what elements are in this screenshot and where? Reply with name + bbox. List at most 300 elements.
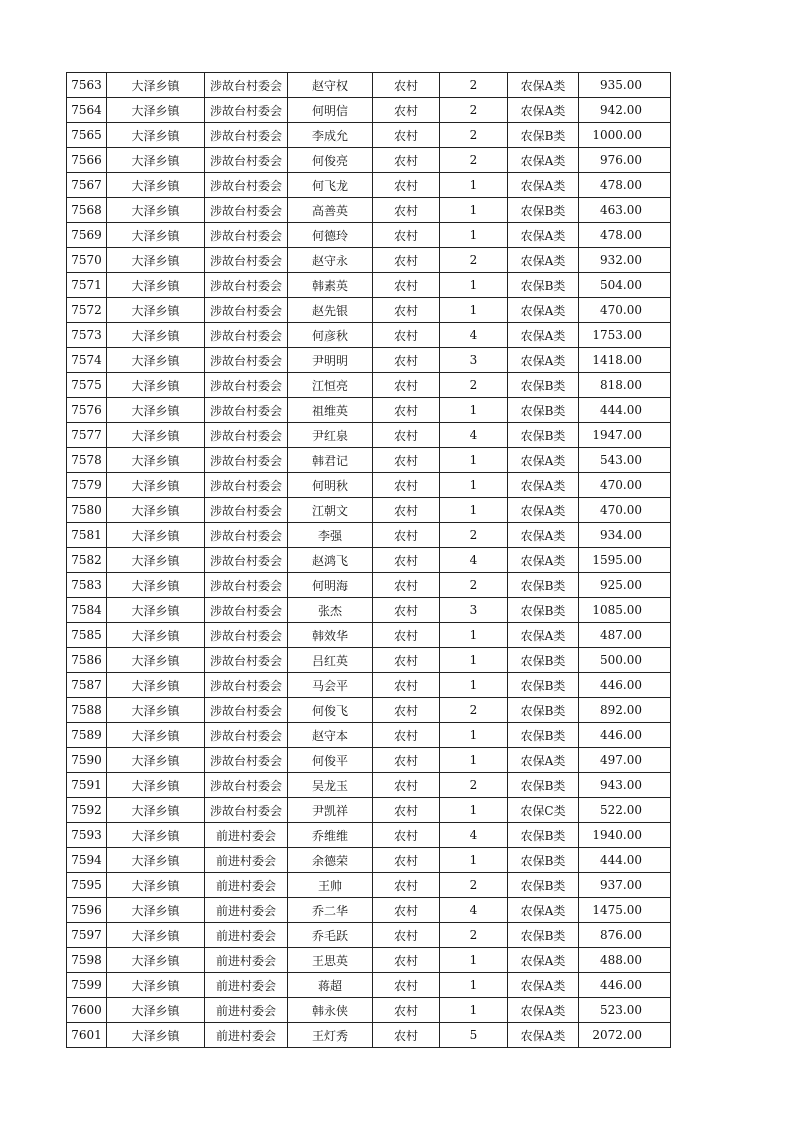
village-committee-cell: 前进村委会 — [205, 923, 288, 948]
row-number: 7582 — [67, 548, 107, 573]
member-count-cell: 2 — [440, 73, 508, 98]
household-type-cell: 农村 — [373, 698, 440, 723]
insurance-class-cell: 农保A类 — [508, 623, 579, 648]
row-number: 7601 — [67, 1023, 107, 1048]
records-table — [66, 72, 671, 1048]
member-count-cell: 3 — [440, 598, 508, 623]
insurance-class-cell: 农保A类 — [508, 548, 579, 573]
row-number: 7563 — [67, 73, 107, 98]
row-number: 7579 — [67, 473, 107, 498]
member-count-cell: 1 — [440, 723, 508, 748]
village-committee-cell: 涉故台村委会 — [205, 523, 288, 548]
township-cell: 大泽乡镇 — [107, 423, 205, 448]
name-cell: 韩永侠 — [288, 998, 373, 1023]
amount-cell: 470.00 — [579, 498, 671, 523]
village-committee-cell: 前进村委会 — [205, 1023, 288, 1048]
name-cell: 王帅 — [288, 873, 373, 898]
row-number: 7575 — [67, 373, 107, 398]
row-number: 7592 — [67, 798, 107, 823]
amount-cell: 1753.00 — [579, 323, 671, 348]
row-number: 7597 — [67, 923, 107, 948]
township-cell: 大泽乡镇 — [107, 623, 205, 648]
table-row — [67, 623, 671, 648]
township-cell: 大泽乡镇 — [107, 498, 205, 523]
name-cell: 吴龙玉 — [288, 773, 373, 798]
row-number: 7585 — [67, 623, 107, 648]
amount-cell: 818.00 — [579, 373, 671, 398]
village-committee-cell: 涉故台村委会 — [205, 723, 288, 748]
township-cell: 大泽乡镇 — [107, 1023, 205, 1048]
row-number: 7570 — [67, 248, 107, 273]
table-row — [67, 298, 671, 323]
village-committee-cell: 涉故台村委会 — [205, 748, 288, 773]
member-count-cell: 1 — [440, 998, 508, 1023]
member-count-cell: 1 — [440, 398, 508, 423]
amount-cell: 470.00 — [579, 298, 671, 323]
township-cell: 大泽乡镇 — [107, 523, 205, 548]
township-cell: 大泽乡镇 — [107, 748, 205, 773]
amount-cell: 444.00 — [579, 398, 671, 423]
insurance-class-cell: 农保A类 — [508, 498, 579, 523]
row-number: 7569 — [67, 223, 107, 248]
member-count-cell: 2 — [440, 523, 508, 548]
household-type-cell: 农村 — [373, 748, 440, 773]
name-cell: 何俊飞 — [288, 698, 373, 723]
village-committee-cell: 涉故台村委会 — [205, 698, 288, 723]
member-count-cell: 2 — [440, 123, 508, 148]
insurance-class-cell: 农保B类 — [508, 398, 579, 423]
amount-cell: 1475.00 — [579, 898, 671, 923]
household-type-cell: 农村 — [373, 73, 440, 98]
insurance-class-cell: 农保A类 — [508, 973, 579, 998]
name-cell: 尹明明 — [288, 348, 373, 373]
name-cell: 江朝文 — [288, 498, 373, 523]
table-row — [67, 973, 671, 998]
name-cell: 尹凯祥 — [288, 798, 373, 823]
household-type-cell: 农村 — [373, 673, 440, 698]
member-count-cell: 2 — [440, 148, 508, 173]
insurance-class-cell: 农保A类 — [508, 173, 579, 198]
row-number: 7565 — [67, 123, 107, 148]
household-type-cell: 农村 — [373, 898, 440, 923]
name-cell: 赵守本 — [288, 723, 373, 748]
row-number: 7586 — [67, 648, 107, 673]
village-committee-cell: 涉故台村委会 — [205, 548, 288, 573]
amount-cell: 543.00 — [579, 448, 671, 473]
insurance-class-cell: 农保B类 — [508, 123, 579, 148]
name-cell: 韩君记 — [288, 448, 373, 473]
township-cell: 大泽乡镇 — [107, 448, 205, 473]
village-committee-cell: 涉故台村委会 — [205, 198, 288, 223]
village-committee-cell: 涉故台村委会 — [205, 498, 288, 523]
township-cell: 大泽乡镇 — [107, 873, 205, 898]
name-cell: 韩素英 — [288, 273, 373, 298]
household-type-cell: 农村 — [373, 198, 440, 223]
amount-cell: 478.00 — [579, 173, 671, 198]
table-row — [67, 648, 671, 673]
township-cell: 大泽乡镇 — [107, 248, 205, 273]
table-row — [67, 1023, 671, 1048]
household-type-cell: 农村 — [373, 823, 440, 848]
insurance-class-cell: 农保B类 — [508, 573, 579, 598]
insurance-class-cell: 农保A类 — [508, 223, 579, 248]
insurance-class-cell: 农保A类 — [508, 473, 579, 498]
township-cell: 大泽乡镇 — [107, 798, 205, 823]
household-type-cell: 农村 — [373, 773, 440, 798]
amount-cell: 1940.00 — [579, 823, 671, 848]
table-row — [67, 773, 671, 798]
village-committee-cell: 涉故台村委会 — [205, 423, 288, 448]
township-cell: 大泽乡镇 — [107, 198, 205, 223]
village-committee-cell: 前进村委会 — [205, 873, 288, 898]
household-type-cell: 农村 — [373, 98, 440, 123]
row-number: 7595 — [67, 873, 107, 898]
member-count-cell: 4 — [440, 423, 508, 448]
township-cell: 大泽乡镇 — [107, 398, 205, 423]
household-type-cell: 农村 — [373, 123, 440, 148]
village-committee-cell: 涉故台村委会 — [205, 123, 288, 148]
household-type-cell: 农村 — [373, 273, 440, 298]
amount-cell: 488.00 — [579, 948, 671, 973]
household-type-cell: 农村 — [373, 648, 440, 673]
member-count-cell: 1 — [440, 448, 508, 473]
name-cell: 高善英 — [288, 198, 373, 223]
township-cell: 大泽乡镇 — [107, 698, 205, 723]
insurance-class-cell: 农保A类 — [508, 148, 579, 173]
row-number: 7588 — [67, 698, 107, 723]
name-cell: 赵先银 — [288, 298, 373, 323]
township-cell: 大泽乡镇 — [107, 648, 205, 673]
insurance-class-cell: 农保A类 — [508, 323, 579, 348]
insurance-class-cell: 农保B类 — [508, 198, 579, 223]
amount-cell: 1000.00 — [579, 123, 671, 148]
table-row — [67, 873, 671, 898]
name-cell: 乔二华 — [288, 898, 373, 923]
member-count-cell: 4 — [440, 323, 508, 348]
name-cell: 蒋超 — [288, 973, 373, 998]
village-committee-cell: 涉故台村委会 — [205, 273, 288, 298]
row-number: 7598 — [67, 948, 107, 973]
member-count-cell: 1 — [440, 198, 508, 223]
village-committee-cell: 涉故台村委会 — [205, 598, 288, 623]
row-number: 7576 — [67, 398, 107, 423]
village-committee-cell: 前进村委会 — [205, 973, 288, 998]
insurance-class-cell: 农保A类 — [508, 948, 579, 973]
table-row — [67, 923, 671, 948]
name-cell: 赵守权 — [288, 73, 373, 98]
household-type-cell: 农村 — [373, 598, 440, 623]
township-cell: 大泽乡镇 — [107, 723, 205, 748]
table-row — [67, 148, 671, 173]
table-row — [67, 673, 671, 698]
insurance-class-cell: 农保B类 — [508, 273, 579, 298]
household-type-cell: 农村 — [373, 473, 440, 498]
household-type-cell: 农村 — [373, 298, 440, 323]
amount-cell: 942.00 — [579, 98, 671, 123]
insurance-class-cell: 农保B类 — [508, 423, 579, 448]
table-row — [67, 273, 671, 298]
village-committee-cell: 涉故台村委会 — [205, 623, 288, 648]
village-committee-cell: 涉故台村委会 — [205, 398, 288, 423]
row-number: 7580 — [67, 498, 107, 523]
household-type-cell: 农村 — [373, 523, 440, 548]
member-count-cell: 4 — [440, 898, 508, 923]
table-row — [67, 823, 671, 848]
table-row — [67, 223, 671, 248]
township-cell: 大泽乡镇 — [107, 348, 205, 373]
table-row — [67, 948, 671, 973]
records-table-body — [67, 73, 671, 1048]
member-count-cell: 1 — [440, 273, 508, 298]
row-number: 7600 — [67, 998, 107, 1023]
amount-cell: 876.00 — [579, 923, 671, 948]
township-cell: 大泽乡镇 — [107, 273, 205, 298]
household-type-cell: 农村 — [373, 1023, 440, 1048]
village-committee-cell: 涉故台村委会 — [205, 798, 288, 823]
row-number: 7583 — [67, 573, 107, 598]
name-cell: 何俊亮 — [288, 148, 373, 173]
township-cell: 大泽乡镇 — [107, 973, 205, 998]
amount-cell: 504.00 — [579, 273, 671, 298]
name-cell: 何明秋 — [288, 473, 373, 498]
row-number: 7566 — [67, 148, 107, 173]
insurance-class-cell: 农保A类 — [508, 748, 579, 773]
name-cell: 祖维英 — [288, 398, 373, 423]
member-count-cell: 1 — [440, 473, 508, 498]
township-cell: 大泽乡镇 — [107, 473, 205, 498]
name-cell: 王思英 — [288, 948, 373, 973]
township-cell: 大泽乡镇 — [107, 98, 205, 123]
village-committee-cell: 涉故台村委会 — [205, 323, 288, 348]
village-committee-cell: 前进村委会 — [205, 898, 288, 923]
township-cell: 大泽乡镇 — [107, 998, 205, 1023]
insurance-class-cell: 农保B类 — [508, 923, 579, 948]
row-number: 7587 — [67, 673, 107, 698]
household-type-cell: 农村 — [373, 148, 440, 173]
amount-cell: 523.00 — [579, 998, 671, 1023]
name-cell: 李成允 — [288, 123, 373, 148]
table-row — [67, 698, 671, 723]
table-row — [67, 723, 671, 748]
township-cell: 大泽乡镇 — [107, 73, 205, 98]
household-type-cell: 农村 — [373, 723, 440, 748]
row-number: 7577 — [67, 423, 107, 448]
amount-cell: 463.00 — [579, 198, 671, 223]
name-cell: 李强 — [288, 523, 373, 548]
amount-cell: 925.00 — [579, 573, 671, 598]
row-number: 7564 — [67, 98, 107, 123]
insurance-class-cell: 农保B类 — [508, 698, 579, 723]
member-count-cell: 1 — [440, 748, 508, 773]
member-count-cell: 1 — [440, 948, 508, 973]
table-row — [67, 248, 671, 273]
township-cell: 大泽乡镇 — [107, 223, 205, 248]
village-committee-cell: 涉故台村委会 — [205, 648, 288, 673]
village-committee-cell: 涉故台村委会 — [205, 98, 288, 123]
amount-cell: 943.00 — [579, 773, 671, 798]
name-cell: 王灯秀 — [288, 1023, 373, 1048]
household-type-cell: 农村 — [373, 248, 440, 273]
member-count-cell: 2 — [440, 248, 508, 273]
name-cell: 乔维维 — [288, 823, 373, 848]
insurance-class-cell: 农保A类 — [508, 448, 579, 473]
row-number: 7590 — [67, 748, 107, 773]
amount-cell: 446.00 — [579, 723, 671, 748]
table-row — [67, 198, 671, 223]
household-type-cell: 农村 — [373, 498, 440, 523]
amount-cell: 1595.00 — [579, 548, 671, 573]
village-committee-cell: 涉故台村委会 — [205, 448, 288, 473]
name-cell: 马会平 — [288, 673, 373, 698]
member-count-cell: 1 — [440, 173, 508, 198]
amount-cell: 446.00 — [579, 973, 671, 998]
amount-cell: 1947.00 — [579, 423, 671, 448]
village-committee-cell: 前进村委会 — [205, 998, 288, 1023]
name-cell: 何飞龙 — [288, 173, 373, 198]
member-count-cell: 1 — [440, 223, 508, 248]
township-cell: 大泽乡镇 — [107, 848, 205, 873]
township-cell: 大泽乡镇 — [107, 148, 205, 173]
row-number: 7578 — [67, 448, 107, 473]
amount-cell: 892.00 — [579, 698, 671, 723]
household-type-cell: 农村 — [373, 873, 440, 898]
household-type-cell: 农村 — [373, 223, 440, 248]
household-type-cell: 农村 — [373, 348, 440, 373]
table-row — [67, 898, 671, 923]
member-count-cell: 1 — [440, 673, 508, 698]
table-row — [67, 498, 671, 523]
table-row — [67, 398, 671, 423]
household-type-cell: 农村 — [373, 623, 440, 648]
insurance-class-cell: 农保B类 — [508, 598, 579, 623]
village-committee-cell: 涉故台村委会 — [205, 73, 288, 98]
township-cell: 大泽乡镇 — [107, 948, 205, 973]
household-type-cell: 农村 — [373, 923, 440, 948]
name-cell: 韩效华 — [288, 623, 373, 648]
household-type-cell: 农村 — [373, 948, 440, 973]
name-cell: 何俊平 — [288, 748, 373, 773]
member-count-cell: 2 — [440, 373, 508, 398]
table-row — [67, 348, 671, 373]
name-cell: 何德玲 — [288, 223, 373, 248]
household-type-cell: 农村 — [373, 398, 440, 423]
row-number: 7567 — [67, 173, 107, 198]
insurance-class-cell: 农保B类 — [508, 648, 579, 673]
name-cell: 何彦秋 — [288, 323, 373, 348]
insurance-class-cell: 农保B类 — [508, 773, 579, 798]
table-row — [67, 573, 671, 598]
member-count-cell: 2 — [440, 873, 508, 898]
insurance-class-cell: 农保A类 — [508, 248, 579, 273]
amount-cell: 976.00 — [579, 148, 671, 173]
insurance-class-cell: 农保A类 — [508, 298, 579, 323]
amount-cell: 470.00 — [579, 473, 671, 498]
amount-cell: 446.00 — [579, 673, 671, 698]
table-row — [67, 473, 671, 498]
table-row — [67, 323, 671, 348]
insurance-class-cell: 农保A类 — [508, 98, 579, 123]
township-cell: 大泽乡镇 — [107, 548, 205, 573]
table-row — [67, 98, 671, 123]
household-type-cell: 农村 — [373, 373, 440, 398]
member-count-cell: 2 — [440, 773, 508, 798]
table-row — [67, 998, 671, 1023]
name-cell: 赵守永 — [288, 248, 373, 273]
insurance-class-cell: 农保A类 — [508, 73, 579, 98]
insurance-class-cell: 农保A类 — [508, 898, 579, 923]
village-committee-cell: 涉故台村委会 — [205, 473, 288, 498]
name-cell: 何明海 — [288, 573, 373, 598]
table-row — [67, 523, 671, 548]
member-count-cell: 2 — [440, 923, 508, 948]
village-committee-cell: 前进村委会 — [205, 848, 288, 873]
row-number: 7594 — [67, 848, 107, 873]
member-count-cell: 1 — [440, 973, 508, 998]
household-type-cell: 农村 — [373, 448, 440, 473]
table-row — [67, 73, 671, 98]
name-cell: 吕红英 — [288, 648, 373, 673]
member-count-cell: 1 — [440, 648, 508, 673]
table-row — [67, 373, 671, 398]
insurance-class-cell: 农保A类 — [508, 523, 579, 548]
insurance-class-cell: 农保B类 — [508, 873, 579, 898]
member-count-cell: 3 — [440, 348, 508, 373]
village-committee-cell: 涉故台村委会 — [205, 173, 288, 198]
amount-cell: 500.00 — [579, 648, 671, 673]
household-type-cell: 农村 — [373, 973, 440, 998]
household-type-cell: 农村 — [373, 573, 440, 598]
amount-cell: 935.00 — [579, 73, 671, 98]
table-row — [67, 423, 671, 448]
household-type-cell: 农村 — [373, 998, 440, 1023]
name-cell: 江恒亮 — [288, 373, 373, 398]
amount-cell: 478.00 — [579, 223, 671, 248]
row-number: 7572 — [67, 298, 107, 323]
name-cell: 赵鸿飞 — [288, 548, 373, 573]
member-count-cell: 1 — [440, 298, 508, 323]
table-row — [67, 548, 671, 573]
insurance-class-cell: 农保B类 — [508, 673, 579, 698]
member-count-cell: 4 — [440, 823, 508, 848]
row-number: 7593 — [67, 823, 107, 848]
township-cell: 大泽乡镇 — [107, 573, 205, 598]
village-committee-cell: 前进村委会 — [205, 823, 288, 848]
amount-cell: 937.00 — [579, 873, 671, 898]
member-count-cell: 2 — [440, 573, 508, 598]
member-count-cell: 5 — [440, 1023, 508, 1048]
township-cell: 大泽乡镇 — [107, 598, 205, 623]
household-type-cell: 农村 — [373, 173, 440, 198]
table-row — [67, 798, 671, 823]
table-row — [67, 448, 671, 473]
village-committee-cell: 涉故台村委会 — [205, 298, 288, 323]
insurance-class-cell: 农保B类 — [508, 848, 579, 873]
household-type-cell: 农村 — [373, 848, 440, 873]
row-number: 7599 — [67, 973, 107, 998]
township-cell: 大泽乡镇 — [107, 373, 205, 398]
amount-cell: 2072.00 — [579, 1023, 671, 1048]
row-number: 7589 — [67, 723, 107, 748]
village-committee-cell: 涉故台村委会 — [205, 573, 288, 598]
row-number: 7591 — [67, 773, 107, 798]
row-number: 7573 — [67, 323, 107, 348]
insurance-class-cell: 农保B类 — [508, 373, 579, 398]
name-cell: 尹红泉 — [288, 423, 373, 448]
village-committee-cell: 涉故台村委会 — [205, 348, 288, 373]
amount-cell: 522.00 — [579, 798, 671, 823]
member-count-cell: 4 — [440, 548, 508, 573]
insurance-class-cell: 农保A类 — [508, 998, 579, 1023]
